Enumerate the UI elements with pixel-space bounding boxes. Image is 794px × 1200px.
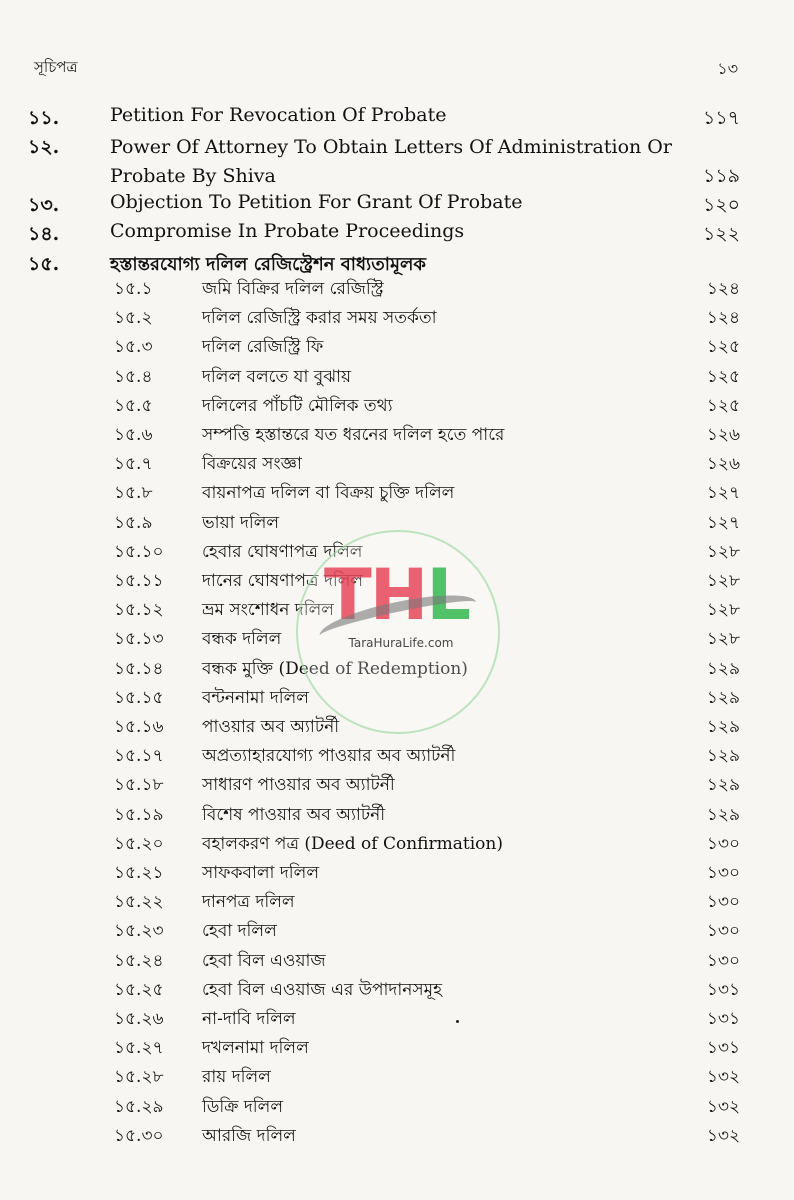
toc-subentry bbox=[0, 889, 740, 917]
subentry-page: ১২৮ bbox=[706, 571, 740, 591]
page-header bbox=[34, 56, 738, 80]
subentry-page: ১২৫ bbox=[706, 337, 740, 357]
toc-entry bbox=[28, 133, 740, 189]
subentry-page: ১৩০ bbox=[706, 892, 740, 912]
subentry-title: সাধারণ পাওয়ার অব অ্যাটর্নী bbox=[202, 775, 395, 795]
subentry-number: ১৫.২২ bbox=[114, 892, 164, 912]
entry-number: ১৪. bbox=[28, 223, 60, 245]
entry-page: ১১৯ bbox=[703, 165, 740, 187]
subentry-number: ১৫.১১ bbox=[114, 571, 164, 591]
subentry-number: ১৫.৪ bbox=[114, 367, 153, 387]
subentry-title: হেবার ঘোষণাপত্র দলিল bbox=[202, 542, 363, 562]
subentry-number: ১৫.৯ bbox=[114, 513, 153, 533]
toc-subentry bbox=[0, 480, 740, 508]
subentry-title: দখলনামা দলিল bbox=[202, 1038, 309, 1058]
toc-subentry bbox=[0, 1035, 740, 1063]
subentry-title: পাওয়ার অব অ্যাটর্নী bbox=[202, 717, 340, 737]
entry-title: Objection To Petition For Grant Of Probate bbox=[110, 191, 523, 213]
toc-subentry bbox=[0, 1123, 740, 1151]
subentry-title: সম্পত্তি হস্তান্তরে যত ধরনের দলিল হতে পারে bbox=[202, 425, 505, 445]
subentry-number: ১৫.৭ bbox=[114, 454, 153, 474]
subentry-number: ১৫.২৭ bbox=[114, 1038, 164, 1058]
subentry-title: অপ্রত্যাহারযোগ্য পাওয়ার অব অ্যাটর্নী bbox=[202, 746, 456, 766]
subentry-number: ১৫.২৬ bbox=[114, 1009, 164, 1029]
subentry-page: ১৩২ bbox=[706, 1067, 740, 1087]
toc-entry bbox=[28, 104, 740, 132]
subentry-page: ১৩০ bbox=[706, 921, 740, 941]
subentry-page: ১২৫ bbox=[706, 396, 740, 416]
entry-number: ১৫. bbox=[28, 253, 60, 275]
toc-subentry bbox=[0, 802, 740, 830]
entry-number: ১১. bbox=[28, 107, 60, 129]
subentry-page: ১২৬ bbox=[706, 425, 740, 445]
subentry-title: বন্টননামা দলিল bbox=[202, 688, 309, 708]
subentry-page: ১২৯ bbox=[706, 805, 740, 825]
entry-title: Petition For Revocation Of Probate bbox=[110, 104, 447, 126]
ink-dot bbox=[456, 1020, 459, 1023]
toc-subentry bbox=[0, 334, 740, 362]
subentry-title: রায় দলিল bbox=[202, 1067, 271, 1087]
subentry-page: ১২৮ bbox=[706, 542, 740, 562]
entry-number: ১৩. bbox=[28, 194, 60, 216]
subentry-number: ১৫.৫ bbox=[114, 396, 153, 416]
entry-title: Compromise In Probate Proceedings bbox=[110, 220, 465, 242]
subentry-title: হেবা বিল এওয়াজ এর উপাদানসমূহ bbox=[202, 980, 443, 1000]
toc-subentry bbox=[0, 305, 740, 333]
subentry-number: ১৫.৩০ bbox=[114, 1126, 164, 1146]
subentry-title: দলিলের পাঁচটি মৌলিক তথ্য bbox=[202, 396, 393, 416]
subentry-page: ১২৭ bbox=[706, 483, 740, 503]
header-title: সূচিপত্র bbox=[34, 58, 78, 76]
entry-number: ১২. bbox=[28, 136, 60, 158]
subentry-number: ১৫.১ bbox=[114, 279, 153, 299]
subentry-number: ১৫.২৯ bbox=[114, 1097, 164, 1117]
subentry-page: ১৩১ bbox=[706, 980, 740, 1000]
toc-subentry bbox=[0, 393, 740, 421]
toc-subentry bbox=[0, 860, 740, 888]
subentry-number: ১৫.৩ bbox=[114, 337, 153, 357]
subentry-number: ১৫.৮ bbox=[114, 483, 153, 503]
subentry-number: ১৫.১৪ bbox=[114, 659, 164, 679]
subentry-page: ১৩১ bbox=[706, 1038, 740, 1058]
subentry-number: ১৫.১৩ bbox=[114, 629, 164, 649]
toc-subentry bbox=[0, 276, 740, 304]
subentry-number: ১৫.১৯ bbox=[114, 805, 164, 825]
toc-subentry bbox=[0, 918, 740, 946]
toc-entry bbox=[28, 191, 740, 219]
subentry-number: ১৫.১৬ bbox=[114, 717, 164, 737]
subentry-title: বন্ধক মুক্তি (Deed of Redemption) bbox=[202, 659, 468, 679]
subentry-number: ১৫.২৪ bbox=[114, 951, 164, 971]
subentry-number: ১৫.৬ bbox=[114, 425, 153, 445]
subentry-number: ১৫.২৮ bbox=[114, 1067, 164, 1087]
subentry-page: ১৩০ bbox=[706, 834, 740, 854]
watermark-site: TaraHuraLife.com bbox=[348, 636, 454, 650]
subentry-page: ১২৯ bbox=[706, 659, 740, 679]
subentry-title: বায়নাপত্র দলিল বা বিক্রয় চুক্তি দলিল bbox=[202, 483, 455, 503]
toc-subentry bbox=[0, 743, 740, 771]
subentry-page: ১২৭ bbox=[706, 513, 740, 533]
subentry-page: ১৩০ bbox=[706, 863, 740, 883]
subentry-number: ১৫.২১ bbox=[114, 863, 164, 883]
subentry-number: ১৫.১২ bbox=[114, 600, 164, 620]
subentry-number: ১৫.১৮ bbox=[114, 775, 164, 795]
subentry-title: দলিল রেজিস্ট্রি ফি bbox=[202, 337, 324, 357]
subentry-title: ভায়া দলিল bbox=[202, 513, 280, 533]
subentry-page: ১২৮ bbox=[706, 629, 740, 649]
subentry-title: জমি বিক্রির দলিল রেজিস্ট্রি bbox=[202, 279, 384, 299]
subentry-title: দানের ঘোষণাপত্র দলিল bbox=[202, 571, 364, 591]
toc-entry bbox=[28, 250, 740, 278]
toc-subentry bbox=[0, 977, 740, 1005]
entry-title: হস্তান্তরযোগ্য দলিল রেজিস্ট্রেশন বাধ্যতামূলক bbox=[110, 254, 426, 275]
toc-subentry bbox=[0, 948, 740, 976]
subentry-number: ১৫.১০ bbox=[114, 542, 164, 562]
subentry-title: দলিল রেজিস্ট্রি করার সময় সতর্কতা bbox=[202, 308, 437, 328]
subentry-page: ১৩১ bbox=[706, 1009, 740, 1029]
subentry-number: ১৫.২০ bbox=[114, 834, 164, 854]
subentry-title: দলিল বলতে যা বুঝায় bbox=[202, 367, 352, 387]
subentry-title: না-দাবি দলিল bbox=[202, 1009, 296, 1029]
subentry-page: ১২৯ bbox=[706, 746, 740, 766]
toc-subentry bbox=[0, 422, 740, 450]
subentry-title: বহালকরণ পত্র (Deed of Confirmation) bbox=[202, 834, 503, 854]
watermark bbox=[296, 530, 500, 734]
toc-subentry bbox=[0, 1094, 740, 1122]
subentry-title: আরজি দলিল bbox=[202, 1126, 296, 1146]
subentry-page: ১২৫ bbox=[706, 367, 740, 387]
subentry-page: ১২৪ bbox=[706, 279, 740, 299]
subentry-number: ১৫.২৩ bbox=[114, 921, 164, 941]
subentry-title: দানপত্র দলিল bbox=[202, 892, 295, 912]
subentry-title: বিক্রয়ের সংজ্ঞা bbox=[202, 454, 302, 474]
subentry-number: ১৫.২৫ bbox=[114, 980, 164, 1000]
page-number: ১৩ bbox=[717, 59, 738, 78]
toc-subentry bbox=[0, 1064, 740, 1092]
toc-subentry bbox=[0, 451, 740, 479]
subentry-page: ১৩২ bbox=[706, 1126, 740, 1146]
subentry-page: ১২৮ bbox=[706, 600, 740, 620]
entry-page: ১২০ bbox=[702, 194, 740, 216]
watermark-logo: THL bbox=[324, 554, 469, 636]
subentry-title: ভ্রম সংশোধন দলিল bbox=[202, 600, 334, 620]
entry-title: Power Of Attorney To Obtain Letters Of Administration Or Probate By Shiva bbox=[110, 136, 672, 187]
toc-subentry bbox=[0, 831, 740, 859]
subentry-number: ১৫.১৫ bbox=[114, 688, 164, 708]
toc-subentry bbox=[0, 772, 740, 800]
subentry-title: সাফকবালা দলিল bbox=[202, 863, 319, 883]
subentry-page: ১২৯ bbox=[706, 717, 740, 737]
toc-subentry bbox=[0, 364, 740, 392]
subentry-page: ১২৯ bbox=[706, 688, 740, 708]
subentry-page: ১২৪ bbox=[706, 308, 740, 328]
toc-entry bbox=[28, 220, 740, 248]
subentry-title: ডিক্রি দলিল bbox=[202, 1097, 283, 1117]
subentry-page: ১৩২ bbox=[706, 1097, 740, 1117]
subentry-number: ১৫.১৭ bbox=[114, 746, 164, 766]
entry-page: ১১৭ bbox=[702, 107, 740, 129]
subentry-page: ১২৯ bbox=[706, 775, 740, 795]
subentry-title: বিশেষ পাওয়ার অব অ্যাটর্নী bbox=[202, 805, 386, 825]
subentry-title: হেবা দলিল bbox=[202, 921, 277, 941]
subentry-title: বন্ধক দলিল bbox=[202, 629, 282, 649]
subentry-page: ১৩০ bbox=[706, 951, 740, 971]
toc-subentry bbox=[0, 1006, 740, 1034]
subentry-number: ১৫.২ bbox=[114, 308, 153, 328]
entry-page: ১২২ bbox=[702, 223, 740, 245]
subentry-page: ১২৬ bbox=[706, 454, 740, 474]
subentry-title: হেবা বিল এওয়াজ bbox=[202, 951, 326, 971]
